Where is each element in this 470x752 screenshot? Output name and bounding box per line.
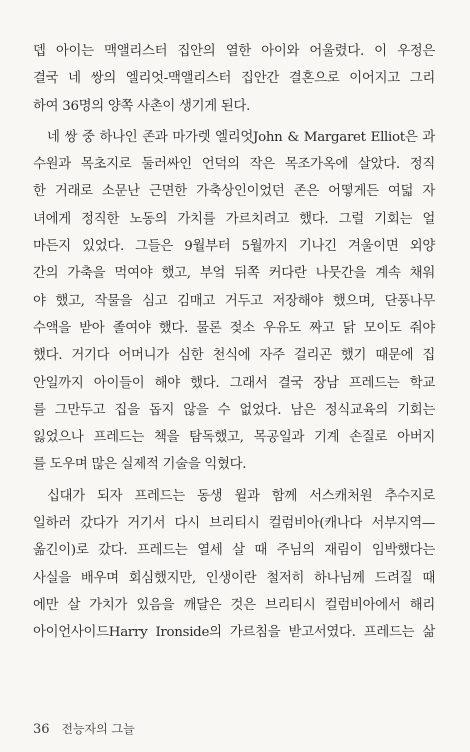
text-line: 를 도우며 많은 실제적 기술을 익혔다.: [33, 457, 247, 473]
text-line: 십대가 되자 프레드는 동생 윌과 함께 서스캐처원 추수지로: [47, 488, 435, 504]
text-line: 녀에게 정직한 노동의 가치를 가르치려고 했다. 그럴 기회는 얼: [33, 211, 435, 227]
page-footer: [33, 720, 135, 737]
text-line: 수액을 받아 졸여야 했다. 물론 젖소 우유도 짜고 닭 모이도 줘야: [33, 320, 435, 336]
text-line: 수원과 목초지로 둘러싸인 언덕의 작은 목조가옥에 살았다. 정직: [33, 157, 435, 173]
text-line: 했다. 거기다 어머니가 심한 천식에 자주 걸리곤 했기 때문에 집: [33, 348, 435, 364]
text-line: 야 했고, 작물을 심고 김매고 거두고 저장해야 했으며, 단풍나무: [33, 293, 435, 309]
text-line: 안일까지 아이들이 해야 했다. 그래서 결국 장남 프레드는 학교: [33, 375, 435, 391]
text-line: 하여 36명의 양쪽 사촌이 생기게 된다.: [33, 98, 251, 114]
text-line: 옮긴이)로 갔다. 프레드는 열세 살 때 주님의 재림이 임박했다는: [33, 543, 435, 559]
running-title: 전능자의 그늘: [61, 722, 135, 736]
text-line: 아이언사이드Harry Ironside의 가르침을 받고서였다. 프레드는 삶: [33, 625, 435, 641]
text-line: 네 쌍 중 하나인 존과 마가렛 엘리엇John & Margaret Elliot은 과: [47, 129, 435, 145]
body-text: [33, 38, 435, 651]
paragraph-3: [33, 483, 435, 647]
text-line: 일하러 갔다가 거기서 다시 브리티시 컬럼비아(캐나다 서부지역—: [33, 516, 435, 532]
text-line: 간의 가축을 먹여야 했고, 부엌 뒤쪽 커다란 나뭇간을 계속 채워: [33, 266, 435, 282]
text-line: 한 거래로 소문난 근면한 가축상인이었던 존은 어떻게든 여덟 자: [33, 184, 435, 200]
text-line: 뎁 아이는 맥앨리스터 집안의 열한 아이와 어울렸다. 이 우정은: [33, 44, 435, 59]
paragraph-1: [33, 38, 435, 120]
text-line: 결국 네 쌍의 엘리엇-맥앨리스터 집안간 결혼으로 이어지고 그리: [33, 71, 435, 87]
page-number: 36: [33, 722, 50, 737]
text-line: 에만 살 가치가 있음을 깨달은 것은 브리티시 컬럼비아에서 해리: [33, 597, 435, 613]
text-line: 잃었으나 프레드는 책을 탐독했고, 목공일과 기계 손질로 아버지: [33, 430, 435, 446]
paragraph-2: [33, 124, 435, 479]
text-line: 마든지 있었다. 그들은 9월부터 5월까지 기나긴 겨울이면 외양: [33, 239, 435, 255]
text-line: 를 그만두고 집을 돕지 않을 수 없었다. 남은 정식교육의 기회는: [33, 402, 435, 418]
text-line: 사실을 배우며 회심했지만, 인생이란 철저히 하나님께 드려질 때: [33, 570, 435, 586]
